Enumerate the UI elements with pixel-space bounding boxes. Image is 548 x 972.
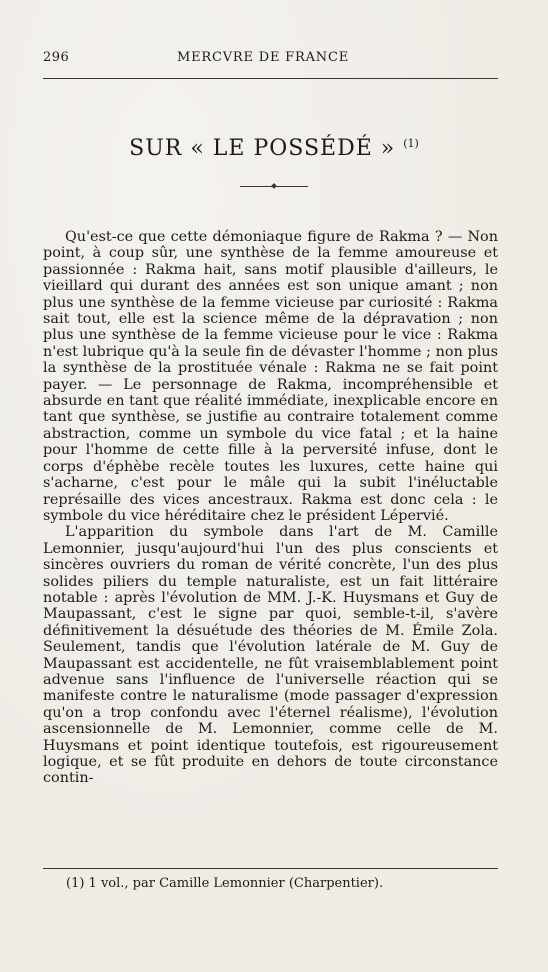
page-number: 296 [43,50,70,65]
article-title [0,136,548,161]
paragraph: L'apparition du symbole dans l'art de M. Camille Lemonnier, jusqu'aujourd'hui l'un des plus conscients et sincères ouvriers du roman de vérité concrète, l'un des plus solides piliers du temple naturaliste, est un fait littéraire notable : après l'évolution de MM. J.-K. Huysmans et Guy de Maupassant, c'est le signe par quoi, semble-t-il, s'avère définitivement la désuétude des théories de M. Émile Zola. Seulement, tandis que l'évolution latérale de M. Guy de Maupassant est accidentelle, ne fût vraisemblablement point advenue sans l'influence de l'universelle réaction qui se manifeste contre le naturalisme (mode passager d'expression qu'on a trop confondu avec l'éternel réalisme), l'évolution ascensionnelle de M. Lemonnier, comme celle de M. Huysmans et point identique toutefois, est rigoureusement logique, et se fût produite en dehors de toute circonstance contin- [43,524,498,787]
article-body [43,229,498,787]
footnote-rule [43,868,498,869]
journal-title: MERCVRE DE FRANCE [177,50,349,65]
title-ornament-diamond [271,183,277,189]
footnote: (1) 1 vol., par Camille Lemonnier (Charpentier). [66,876,384,891]
article-title-text: SUR « LE POSSÉDÉ » [129,136,396,161]
header-rule [43,78,498,79]
paragraph: Qu'est-ce que cette démoniaque figure de Rakma ? — Non point, à coup sûr, une synthèse de la femme amoureuse et passionnée : Rakma hait, sans motif plausible d'ailleurs, le vieillard qui durant des années est son unique amant ; non plus une synthèse de la femme vicieuse par curiosité : Rakma sait tout, elle est la science même de la dépravation ; non plus une synthèse de la femme vicieuse pour le vice : Rakma n'est lubrique qu'à la seule fin de dévaster l'homme ; non plus la synthèse de la prostituée vénale : Rakma ne se fait point payer. — Le personnage de Rakma, incompréhensible et absurde en tant que réalité immédiate, inexplicable encore en tant que synthèse, se justifie au contraire totalement comme abstraction, comme un symbole du vice fatal ; et la haine pour l'homme de cette fille à la perversité infuse, dont le corps d'éphèbe recèle toutes les luxures, cette haine qui s'acharne, c'est pour le mâle qui la subit l'inéluctable représaille des vices ancestraux. Rakma est donc cela : le symbole du vice héréditaire chez le président Lépervié. [43,229,498,524]
footnote-mark: (1) [403,137,419,150]
